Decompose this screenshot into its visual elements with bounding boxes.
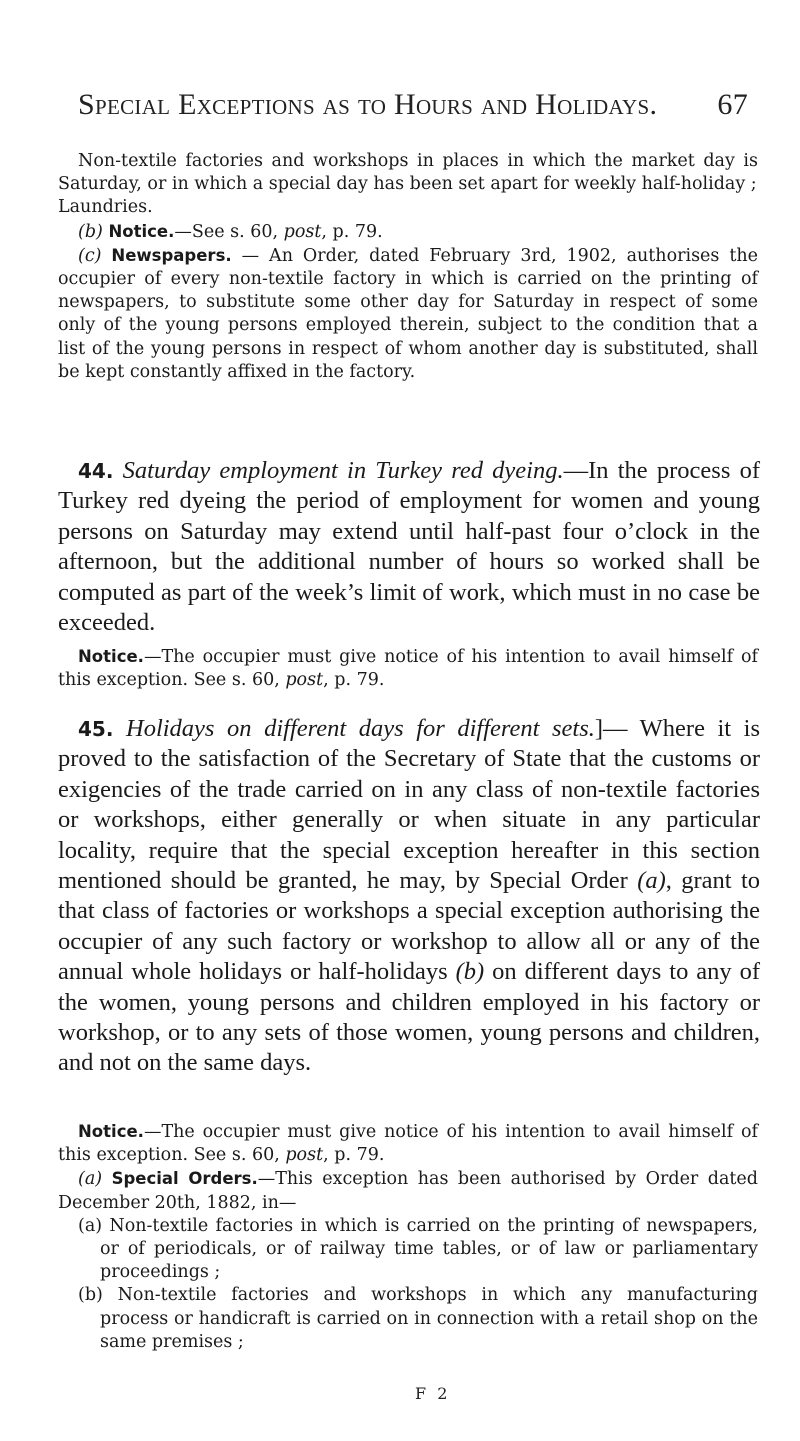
list-item-a: (a) Non-textile factories in which is carried on the printing of newspapers, or of periodicals, or of railway time tables, or of law or parliamentary proceedings ; xyxy=(78,1215,758,1283)
label-b: (b) xyxy=(78,221,103,242)
section-45-title: Holidays on different days for different sets. xyxy=(126,715,595,742)
label-a: (a) xyxy=(78,1169,103,1190)
section-45-number: 45. xyxy=(78,717,114,741)
paragraph-notice-b xyxy=(58,220,758,244)
section-45-ref-b: (b) xyxy=(455,958,485,986)
list-item-b: (b) Non-textile factories and workshops in which any manufacturing process or handicraft is carried on in connection with a retail shop on the same premises ; xyxy=(78,1285,758,1352)
section-44-notice-paragraph xyxy=(58,645,758,692)
section-44-title: Saturday employment in Turkey red dyeing. xyxy=(122,457,564,484)
section-45-notes xyxy=(58,1120,758,1354)
newspapers-heading: Newspapers. xyxy=(111,245,232,265)
section-45-text-2: , grant to that class of factories or workshops a special exception authorising the occupier of any such factory or workshop to allow all or any of the annual whole holidays or half-holidays xyxy=(58,867,760,986)
notice-b-heading: Notice. xyxy=(108,221,175,241)
section-45-notice-heading: Notice. xyxy=(78,1122,144,1141)
section-45-notice-tail: , p. 79. xyxy=(323,1145,385,1166)
section-45-notice-paragraph xyxy=(58,1120,758,1167)
newspapers-text: — An Order, dated February 3rd, 1902, authorises the occupier of every non-textile factory in which is carried on the printing of newspapers, to substitute some other day for Saturday in respect of some only of the young persons employed therein, subject to the condition that a list of the young persons in respect of whom another day is substituted, shall be kept constantly affixed in the factory. xyxy=(58,245,758,382)
section-45-ref-a: (a) xyxy=(637,867,666,895)
section-44-notice-tail: , p. 79. xyxy=(323,670,385,691)
paragraph-newspapers xyxy=(58,244,758,384)
header-title: Special Exceptions as to Hours and Holidays. xyxy=(78,88,658,121)
paragraph-laundries: Laundries. xyxy=(58,197,153,218)
section-44-paragraph xyxy=(58,456,760,638)
section-44-notice-text: —The occupier must give notice of his intention to avail himself of this exception. See s. 60, xyxy=(58,647,758,691)
section-45-text-3: on different days to any of the women, young persons and children employed in his factory or workshop, or to any sets of those women, young persons and children, and not on the same days. xyxy=(58,958,760,1077)
section-45 xyxy=(58,714,760,1079)
section-45-text-1: ]— Where it is proved to the satisfaction of the Secretary of State that the customs or exigencies of the trade carried on in any class of non-textile factories or workshops, either generally or when situate in any particular locality, require that the special exception hereafter in this section mentioned should be granted, he may, by Special Order xyxy=(58,715,761,895)
special-orders-heading: Special Orders. xyxy=(111,1169,258,1189)
paragraph-nontextile: Non-textile factories and workshops in places in which the market day is Saturday, or in which a special day has been set apart for weekly half-holiday ; xyxy=(58,151,758,195)
signature-mark: F 2 xyxy=(415,1384,451,1403)
block-continuation xyxy=(58,150,758,384)
notice-b-post: post xyxy=(283,221,322,242)
notice-b-text: —See s. 60, xyxy=(174,221,284,242)
section-44-text: —In the process of Turkey red dyeing the period of employment for women and young persons on Saturday may extend until half-past four o’clock in the afternoon, but the additional number of hours so worked shall be computed as part of the week’s limit of work, which must in no case be exceeded. xyxy=(58,457,760,637)
page-number: 67 xyxy=(717,88,748,121)
running-header xyxy=(78,88,748,128)
label-c: (c) xyxy=(78,245,102,266)
notice-b-tail: , p. 79. xyxy=(321,221,383,242)
section-45-notice-post: post xyxy=(285,1145,324,1166)
section-44-notice-heading: Notice. xyxy=(78,647,144,666)
section-45-paragraph xyxy=(58,714,760,1079)
section-44 xyxy=(58,456,760,638)
section-44-notice xyxy=(58,645,758,692)
section-45-notice-text: —The occupier must give notice of his intention to avail himself of this exception. See s. 60, xyxy=(58,1122,758,1166)
section-44-notice-post: post xyxy=(285,670,324,691)
section-44-number: 44. xyxy=(78,459,114,483)
special-orders-paragraph xyxy=(58,1167,758,1214)
special-orders-text: —This exception has been authorised by Order dated December 20th, 1882, in— xyxy=(58,1169,758,1213)
